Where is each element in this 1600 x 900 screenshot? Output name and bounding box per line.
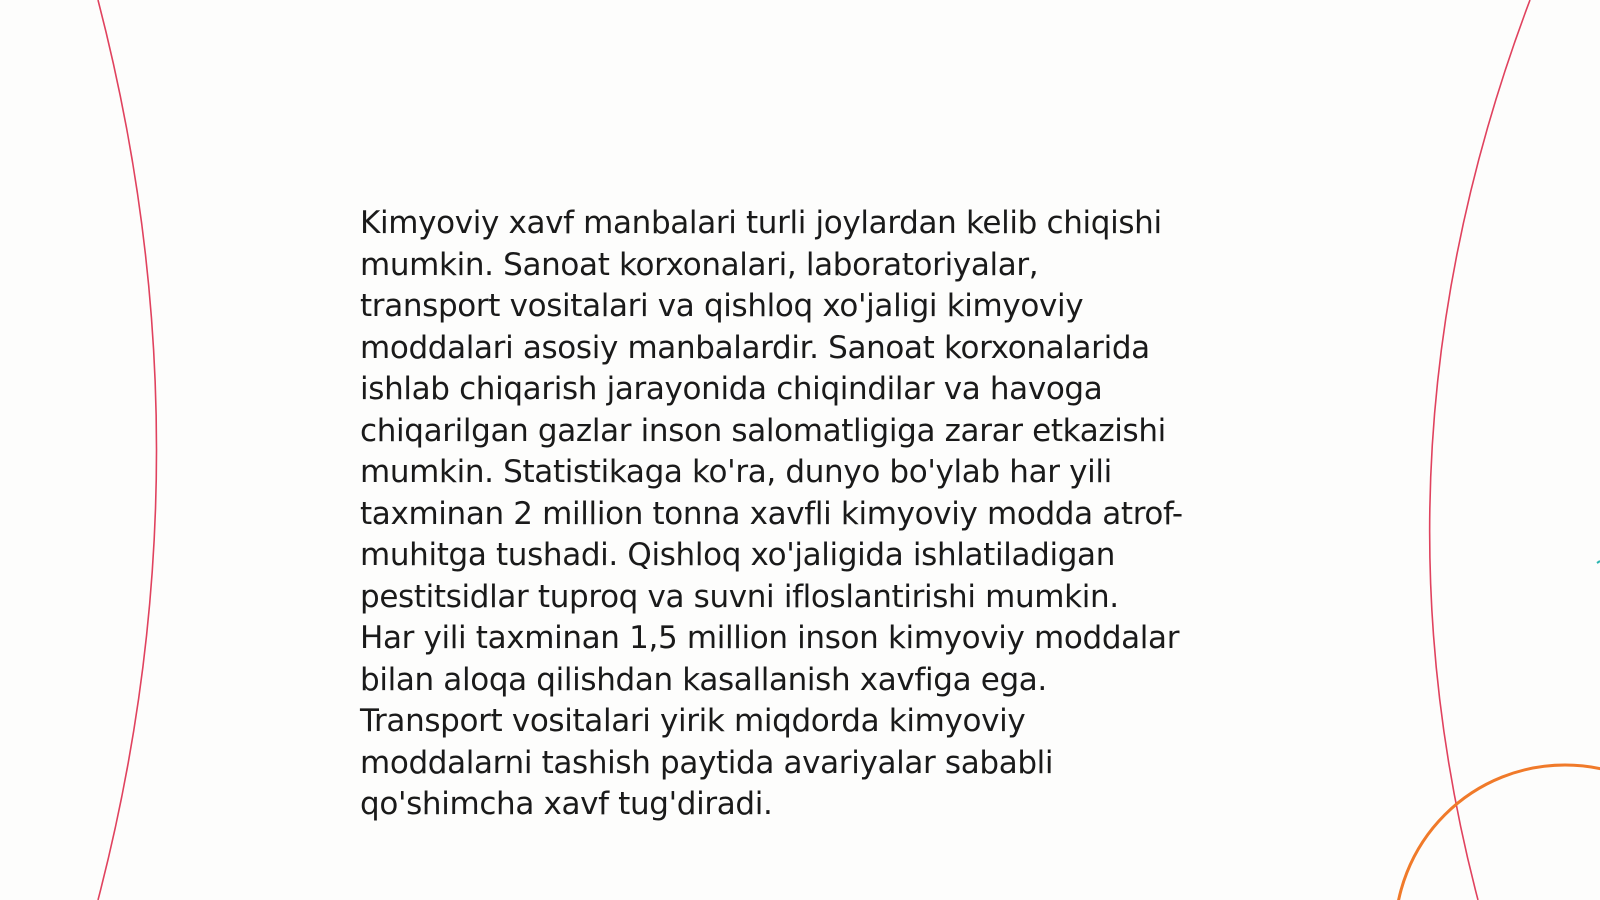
left-arc-line — [98, 0, 157, 900]
right-arc-line — [1430, 0, 1530, 900]
orange-ring — [1395, 765, 1600, 900]
body-text: Kimyoviy xavf manbalari turli joylardan kelib chiqishi mumkin. Sanoat korxonalari, laboratoriyalar, transport vositalari va qishloq xo'jaligi kimyoviy moddalari asosiy manbalardir. Sanoat korxonalarida ishlab chiqarish jarayonida chiqindilar va havoga chiqarilgan gazlar inson salomatligiga zarar etkazishi mumkin. Statistikaga ko'ra, dunyo bo'ylab har yili taxminan 2 million tonna xavfli kimyoviy modda atrof- muhitga tushadi. Qishloq xo'jaligida ishlatiladigan pestitsidlar tuproq va suvni ifloslantirishi mumkin. Har yili taxminan 1,5 million inson kimyoviy moddalar bilan aloqa qilishdan kasallanish xavfiga ega. Transport vositalari yirik miqdorda kimyoviy moddalarni tashish paytida avariyalar sababli qo'shimcha xavf tug'diradi. — [360, 205, 1183, 822]
